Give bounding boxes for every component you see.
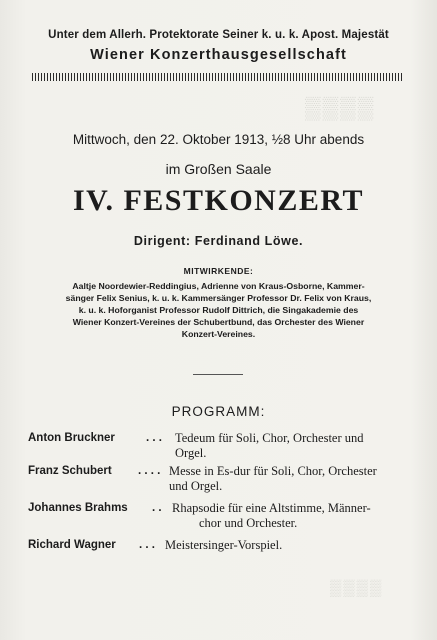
composer-name: Anton Bruckner (28, 432, 115, 444)
work-line: Rhapsodie für eine Altstimme, Männer- (172, 501, 371, 515)
composer-name: Richard Wagner (28, 539, 116, 551)
event-venue: im Großen Saale (165, 161, 272, 177)
event-title: IV. FESTKONZERT (73, 184, 364, 217)
leader-dots: . . . (146, 432, 162, 444)
patronage-line: Unter dem Allerh. Protektorate Seiner k. u. k. Apost. Majestät (48, 29, 389, 41)
performers-line: k. u. k. Hoforganist Professor Rudolf Dittrich, die Singakademie des (78, 305, 359, 315)
performers-line: Konzert-Vereines. (181, 329, 256, 339)
work-line: und Orgel. (169, 479, 223, 493)
divider-rule (193, 374, 243, 375)
work-title (169, 464, 377, 494)
work-title (175, 431, 364, 461)
program-heading: PROGRAMM: (171, 404, 266, 419)
event-date: Mittwoch, den 22. Oktober 1913, ½8 Uhr abends (72, 132, 365, 147)
composer-name: Johannes Brahms (28, 502, 128, 514)
hatched-divider (32, 73, 404, 81)
work-line: chor und Orchester. (199, 516, 298, 530)
work-title (172, 501, 371, 531)
performers-line: Wiener Konzert-Vereines der Schubertbund, das Orchester des Wiener (72, 317, 365, 327)
composer-name: Franz Schubert (28, 465, 112, 477)
leader-dots: . . (152, 502, 162, 514)
society-name: Wiener Konzerthausgesellschaft (90, 47, 347, 63)
leader-dots: . . . (139, 539, 155, 551)
performers-list (28, 280, 409, 340)
performers-heading: MITWIRKENDE: (183, 266, 254, 276)
work-line: Tedeum für Soli, Chor, Orchester und (175, 431, 364, 445)
performers-line: sänger Felix Senius, k. u. k. Kammersänger Professor Dr. Felix von Kraus, (65, 293, 372, 303)
conductor-line: Dirigent: Ferdinand Löwe. (133, 234, 304, 248)
work-line: Messe in Es-dur für Soli, Chor, Orchester (169, 464, 377, 478)
work-line: Orgel. (175, 446, 207, 460)
work-title (165, 538, 282, 553)
work-line: Meistersinger-Vorspiel. (165, 538, 283, 552)
leader-dots: . . . . (138, 465, 161, 477)
performers-line: Aaltje Noordewier-Reddingius, Adrienne von Kraus-Osborne, Kammer- (72, 281, 365, 291)
bleed-through-decoration: ▒▒▒▒ (330, 580, 384, 597)
bleed-through-decoration: ▒▒▒▒ (305, 95, 376, 120)
